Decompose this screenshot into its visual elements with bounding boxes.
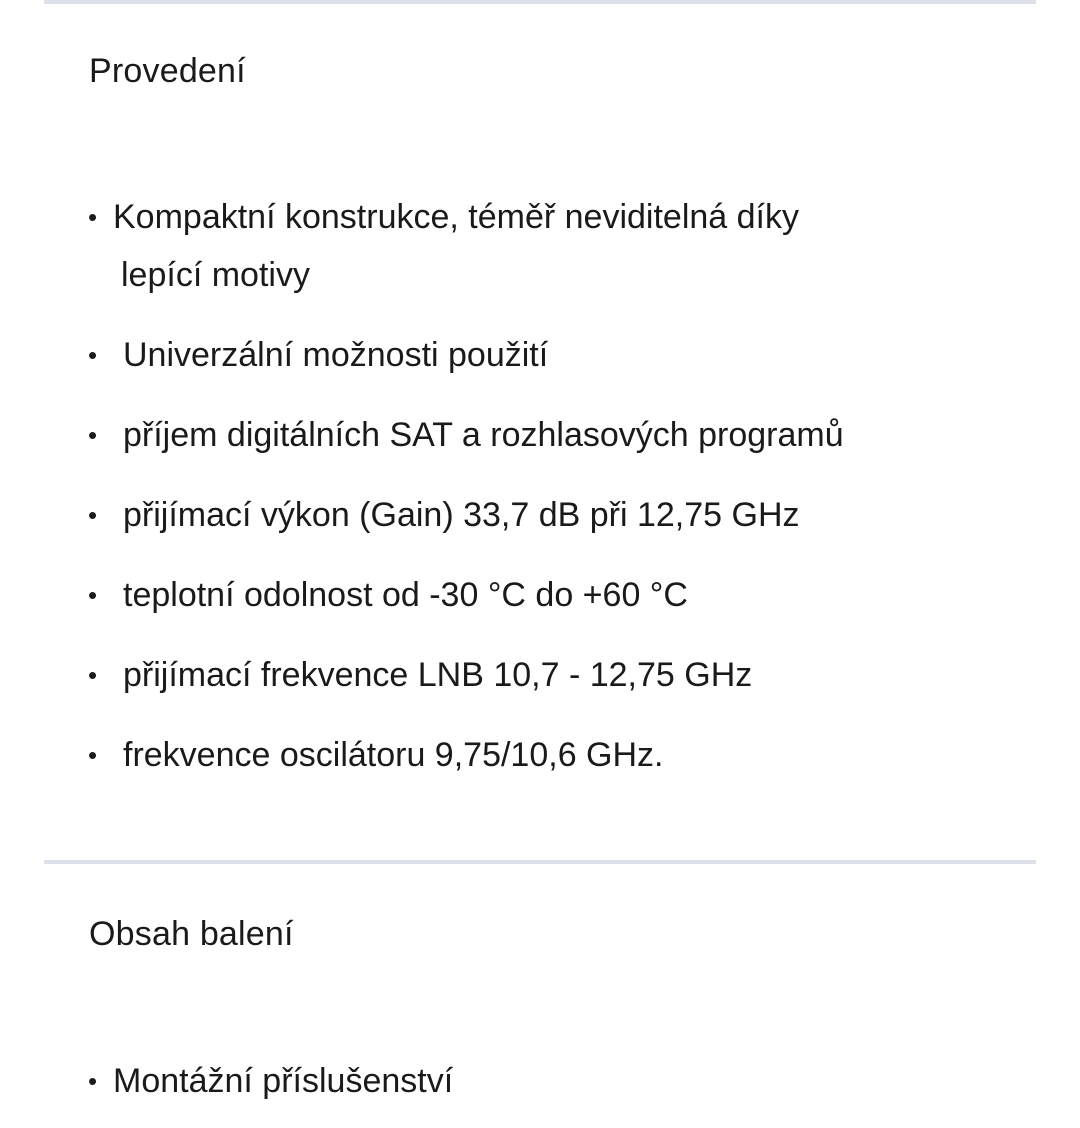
list-item — [0, 406, 1080, 464]
list-item-text: teplotní odolnost od -30 °C do +60 °C — [123, 576, 688, 614]
section-title-obsah-baleni: Obsah balení — [89, 915, 294, 953]
list-item-text: přijímací frekvence LNB 10,7 - 12,75 GHz — [123, 656, 753, 694]
list-item-text: přijímací výkon (Gain) 33,7 dB při 12,75 GHz — [123, 496, 800, 534]
list-item — [0, 566, 1080, 624]
bullet-icon: • — [88, 1066, 98, 1096]
section-divider-top — [44, 0, 1036, 4]
list-item — [0, 726, 1080, 784]
bullet-icon: • — [88, 740, 98, 770]
list-item — [0, 1052, 1080, 1110]
bullet-icon: • — [88, 660, 98, 690]
list-item-text-line1: Kompaktní konstrukce, téměř neviditelná díky — [113, 198, 799, 236]
features-list — [0, 188, 1080, 806]
bullet-icon: • — [88, 500, 98, 530]
bullet-icon: • — [88, 580, 98, 610]
list-item-text: příjem digitálních SAT a rozhlasových programů — [123, 416, 844, 454]
list-item — [0, 646, 1080, 704]
section-title-provedeni: Provedení — [89, 52, 246, 90]
bullet-icon: • — [88, 202, 98, 232]
package-contents-list — [0, 1052, 1080, 1110]
list-item-text: frekvence oscilátoru 9,75/10,6 GHz. — [123, 736, 664, 774]
section-divider — [44, 860, 1036, 864]
list-item — [0, 486, 1080, 544]
list-item-text: Univerzální možnosti použití — [123, 336, 549, 374]
bullet-icon: • — [88, 340, 98, 370]
list-item-text: Montážní příslušenství — [113, 1062, 454, 1100]
list-item — [0, 326, 1080, 384]
bullet-icon: • — [88, 420, 98, 450]
list-item-text-line2: lepící motivy — [121, 256, 310, 294]
list-item — [0, 188, 1080, 304]
